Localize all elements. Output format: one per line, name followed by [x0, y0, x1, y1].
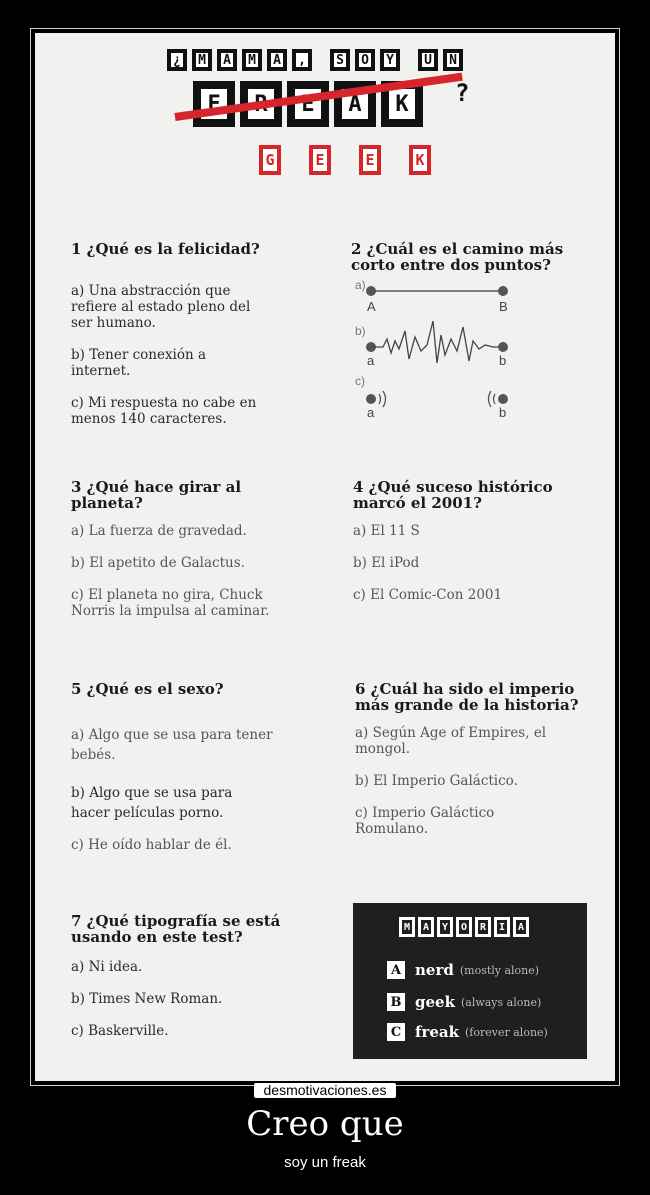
mayoria-box — [353, 903, 587, 1059]
q7-option-b: b) Times New Roman. — [71, 991, 223, 1007]
line3-letter: G — [259, 145, 281, 175]
q4-option-b: b) El iPod — [353, 555, 420, 571]
wavy-line — [371, 321, 503, 363]
caption-title: Creo que — [246, 1104, 404, 1144]
mayoria-note-b: (always alone) — [460, 995, 542, 1009]
mayoria-row-b — [387, 993, 541, 1011]
mayoria-letter: O — [456, 917, 472, 937]
point-b-label-c: b — [499, 405, 507, 420]
line1-letter: O — [355, 49, 375, 71]
mayoria-letter: A — [418, 917, 434, 937]
mayoria-letter: M — [399, 917, 415, 937]
line1-letter: , — [292, 49, 312, 71]
line1-letter: U — [418, 49, 438, 71]
signal-waves-b — [489, 391, 496, 407]
mayoria-note-c: (forever alone) — [465, 1025, 548, 1039]
wave-end-dot — [498, 342, 508, 352]
q3-option-b: b) El apetito de Galactus. — [71, 555, 245, 571]
line2-letter: F — [193, 81, 235, 127]
point-a-label-c: a — [367, 405, 375, 420]
q5-option-b: b) Algo que se usa para hacer películas porno. — [71, 785, 233, 821]
q7-title: 7 ¿Qué tipografía se está usando en este test? — [71, 912, 281, 946]
signal-a-dot — [366, 394, 376, 404]
q6-option-a: a) Según Age of Empires, el mongol. — [355, 725, 547, 757]
line3-letter: K — [409, 145, 431, 175]
q6-title: 6 ¿Cuál ha sido el imperio más grande de la historia? — [355, 680, 579, 714]
shortest-path-diagram — [353, 279, 573, 429]
mayoria-letter: R — [475, 917, 491, 937]
line1-letter: A — [267, 49, 287, 71]
line1-letter: A — [217, 49, 237, 71]
point-b-label-b: b — [499, 353, 507, 368]
mayoria-note-a: (mostly alone) — [459, 963, 540, 977]
line2-letter: E — [287, 81, 329, 127]
mayoria-letter: A — [513, 917, 529, 937]
q6-option-c: c) Imperio Galáctico Romulano. — [355, 805, 495, 837]
line2-letter: A — [334, 81, 376, 127]
site-logo[interactable]: desmotivaciones.es — [254, 1083, 397, 1098]
q2-label-c: c) — [355, 374, 365, 388]
line1-letter: Y — [380, 49, 400, 71]
q5-option-a: a) Algo que se usa para tener bebés. — [71, 727, 273, 763]
point-A-label: A — [367, 299, 376, 314]
q4-title: 4 ¿Qué suceso histórico marcó el 2001? — [353, 478, 553, 512]
q1-option-a: a) Una abstracción que refiere al estado pleno del ser humano. — [71, 283, 251, 331]
mayoria-letter: Y — [437, 917, 453, 937]
point-b-dot — [498, 286, 508, 296]
poster-frame — [30, 28, 620, 1086]
q4-option-a: a) El 11 S — [353, 523, 420, 539]
q5-title: 5 ¿Qué es el sexo? — [71, 680, 224, 698]
line1-letter: ¿ — [167, 49, 187, 71]
q7-option-c: c) Baskerville. — [71, 1023, 169, 1039]
site-logo-wrap — [0, 1080, 650, 1099]
mayoria-letter-c: C — [387, 1023, 405, 1041]
q3-option-a: a) La fuerza de gravedad. — [71, 523, 247, 539]
q3-option-c: c) El planeta no gira, Chuck Norris la impulsa al caminar. — [71, 587, 270, 619]
line1-letter: M — [242, 49, 262, 71]
line1-letter — [317, 49, 325, 71]
title-line-3 — [259, 145, 431, 175]
mayoria-letter-b: B — [387, 993, 405, 1011]
line3-letter: E — [359, 145, 381, 175]
title-line-1 — [167, 49, 463, 71]
poster — [35, 33, 615, 1081]
q7-option-a: a) Ni idea. — [71, 959, 143, 975]
q4-option-c: c) El Comic-Con 2001 — [353, 587, 503, 603]
mayoria-word-nerd: nerd — [415, 961, 454, 979]
line1-letter: M — [192, 49, 212, 71]
q1-option-c: c) Mi respuesta no cabe en menos 140 caracteres. — [71, 395, 257, 427]
q2-label-b: b) — [355, 324, 366, 338]
q5-option-c: c) He oído hablar de él. — [71, 837, 232, 853]
line1-letter — [405, 49, 413, 71]
mayoria-letter: I — [494, 917, 510, 937]
point-B-label: B — [499, 299, 508, 314]
title-question-mark: ? — [455, 79, 470, 107]
q3-title: 3 ¿Qué hace girar al planeta? — [71, 478, 242, 512]
point-a-label-b: a — [367, 353, 375, 368]
signal-waves-a — [379, 391, 386, 407]
q1-title: 1 ¿Qué es la felicidad? — [71, 240, 260, 258]
mayoria-word-geek: geek — [415, 993, 455, 1011]
q2-label-a: a) — [355, 279, 366, 292]
mayoria-letter-a: A — [387, 961, 405, 979]
caption-subtitle: soy un freak — [284, 1154, 366, 1171]
signal-b-dot — [498, 394, 508, 404]
line3-letter: E — [309, 145, 331, 175]
q1-option-b: b) Tener conexión a internet. — [71, 347, 207, 379]
mayoria-row-c — [387, 1023, 548, 1041]
mayoria-row-a — [387, 961, 539, 979]
line1-letter: S — [330, 49, 350, 71]
mayoria-word-freak: freak — [415, 1023, 460, 1041]
mayoria-title — [399, 917, 529, 937]
line1-letter: N — [443, 49, 463, 71]
q2-title: 2 ¿Cuál es el camino más corto entre dos puntos? — [351, 240, 564, 274]
line2-letter: K — [381, 81, 423, 127]
q6-option-b: b) El Imperio Galáctico. — [355, 773, 518, 789]
